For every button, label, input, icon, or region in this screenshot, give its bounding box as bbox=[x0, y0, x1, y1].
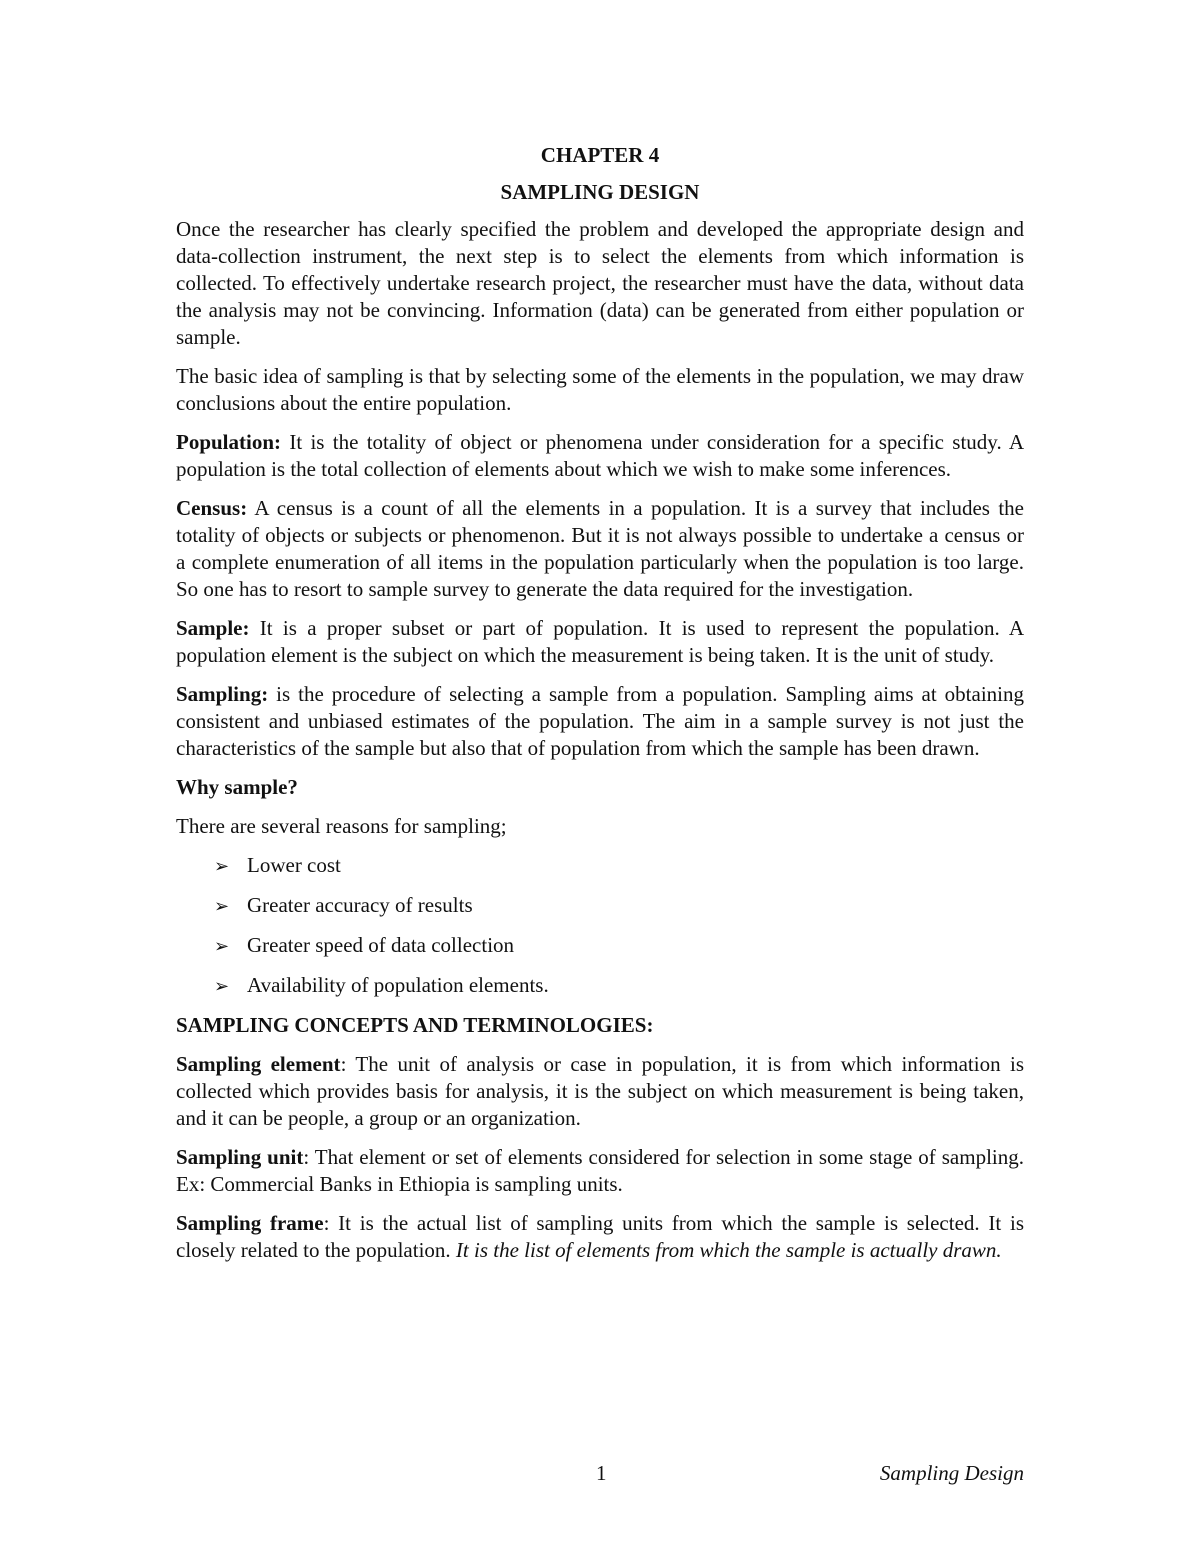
sample-text: It is a proper subset or part of population. It is used to represent the population. A population element is the subject on which the measurement is being taken. It is the unit of study. bbox=[176, 616, 1024, 667]
sampling-definition bbox=[176, 681, 1024, 762]
sampling-frame-text: : It is the actual list of sampling units from which the sample is selected. It is closely related to the population. bbox=[176, 1211, 1024, 1262]
population-term: Population: bbox=[176, 430, 282, 454]
sampling-term: Sampling: bbox=[176, 682, 269, 706]
population-definition bbox=[176, 429, 1024, 483]
list-item bbox=[214, 892, 1024, 920]
reason-text: Lower cost bbox=[247, 853, 341, 877]
census-term: Census: bbox=[176, 496, 248, 520]
concepts-heading: SAMPLING CONCEPTS AND TERMINOLOGIES: bbox=[176, 1013, 654, 1037]
census-text: A census is a count of all the elements in a population. It is a survey that includes the totality of objects or subjects or phenomenon. But it is not always possible to undertake a census or a complete enumeration of all items in the population particularly when the population is too large. So one has to resort to sample survey to generate the data required for the investigation. bbox=[176, 496, 1024, 601]
sampling-unit-term: Sampling unit bbox=[176, 1145, 304, 1169]
reason-text: Availability of population elements. bbox=[247, 973, 549, 997]
arrow-bullet-icon: ➢ bbox=[214, 976, 230, 996]
page-number: 1 bbox=[596, 1461, 607, 1485]
arrow-bullet-icon: ➢ bbox=[214, 936, 230, 956]
census-definition bbox=[176, 495, 1024, 603]
sampling-frame-definition bbox=[176, 1210, 1024, 1264]
arrow-bullet-icon: ➢ bbox=[214, 856, 230, 876]
population-text: It is the totality of object or phenomena under consideration for a specific study. A population is the total collection of elements about which we wish to make some inferences. bbox=[176, 430, 1024, 481]
basic-idea-paragraph: The basic idea of sampling is that by selecting some of the elements in the population, we may draw conclusions about the entire population. bbox=[176, 364, 1024, 415]
chapter-title: SAMPLING DESIGN bbox=[500, 180, 700, 204]
sampling-element-text: : The unit of analysis or case in population, it is from which information is collected which provides basis for analysis, it is the subject on which measurement is being taken, and it can be people, a group or an organization. bbox=[176, 1052, 1024, 1130]
page-footer bbox=[176, 1460, 1024, 1490]
sample-definition bbox=[176, 615, 1024, 669]
reasons-list bbox=[176, 852, 1024, 1000]
chapter-label: CHAPTER 4 bbox=[540, 143, 660, 167]
sampling-unit-definition bbox=[176, 1144, 1024, 1198]
document-page bbox=[176, 140, 1024, 1276]
sampling-unit-text: : That element or set of elements considered for selection in some stage of sampling. Ex: Commercial Banks in Ethiopia is sampling units. bbox=[176, 1145, 1025, 1196]
sample-term: Sample: bbox=[176, 616, 250, 640]
why-sample-intro: There are several reasons for sampling; bbox=[176, 814, 507, 838]
sampling-frame-term: Sampling frame bbox=[176, 1211, 324, 1235]
list-item bbox=[214, 972, 1024, 1000]
intro-paragraph: Once the researcher has clearly specified the problem and developed the appropriate design and data-collection instrument, the next step is to select the elements from which information is collected. To effectively undertake research project, the researcher must have the data, without data the analysis may not be convincing. Information (data) can be generated from either population or sample. bbox=[176, 217, 1024, 349]
list-item bbox=[214, 852, 1024, 880]
sampling-element-definition bbox=[176, 1051, 1024, 1132]
sampling-text: is the procedure of selecting a sample from a population. Sampling aims at obtaining consistent and unbiased estimates of the population. The aim in a sample survey is not just the characteristics of the sample but also that of population from which the sample has been drawn. bbox=[176, 682, 1024, 760]
sampling-element-term: Sampling element bbox=[176, 1052, 341, 1076]
reason-text: Greater accuracy of results bbox=[247, 893, 473, 917]
running-title: Sampling Design bbox=[879, 1461, 1024, 1485]
list-item bbox=[214, 932, 1024, 960]
sampling-frame-italic: It is the list of elements from which the sample is actually drawn. bbox=[455, 1238, 1002, 1262]
arrow-bullet-icon: ➢ bbox=[214, 896, 230, 916]
why-sample-heading: Why sample? bbox=[176, 775, 298, 799]
reason-text: Greater speed of data collection bbox=[247, 933, 515, 957]
